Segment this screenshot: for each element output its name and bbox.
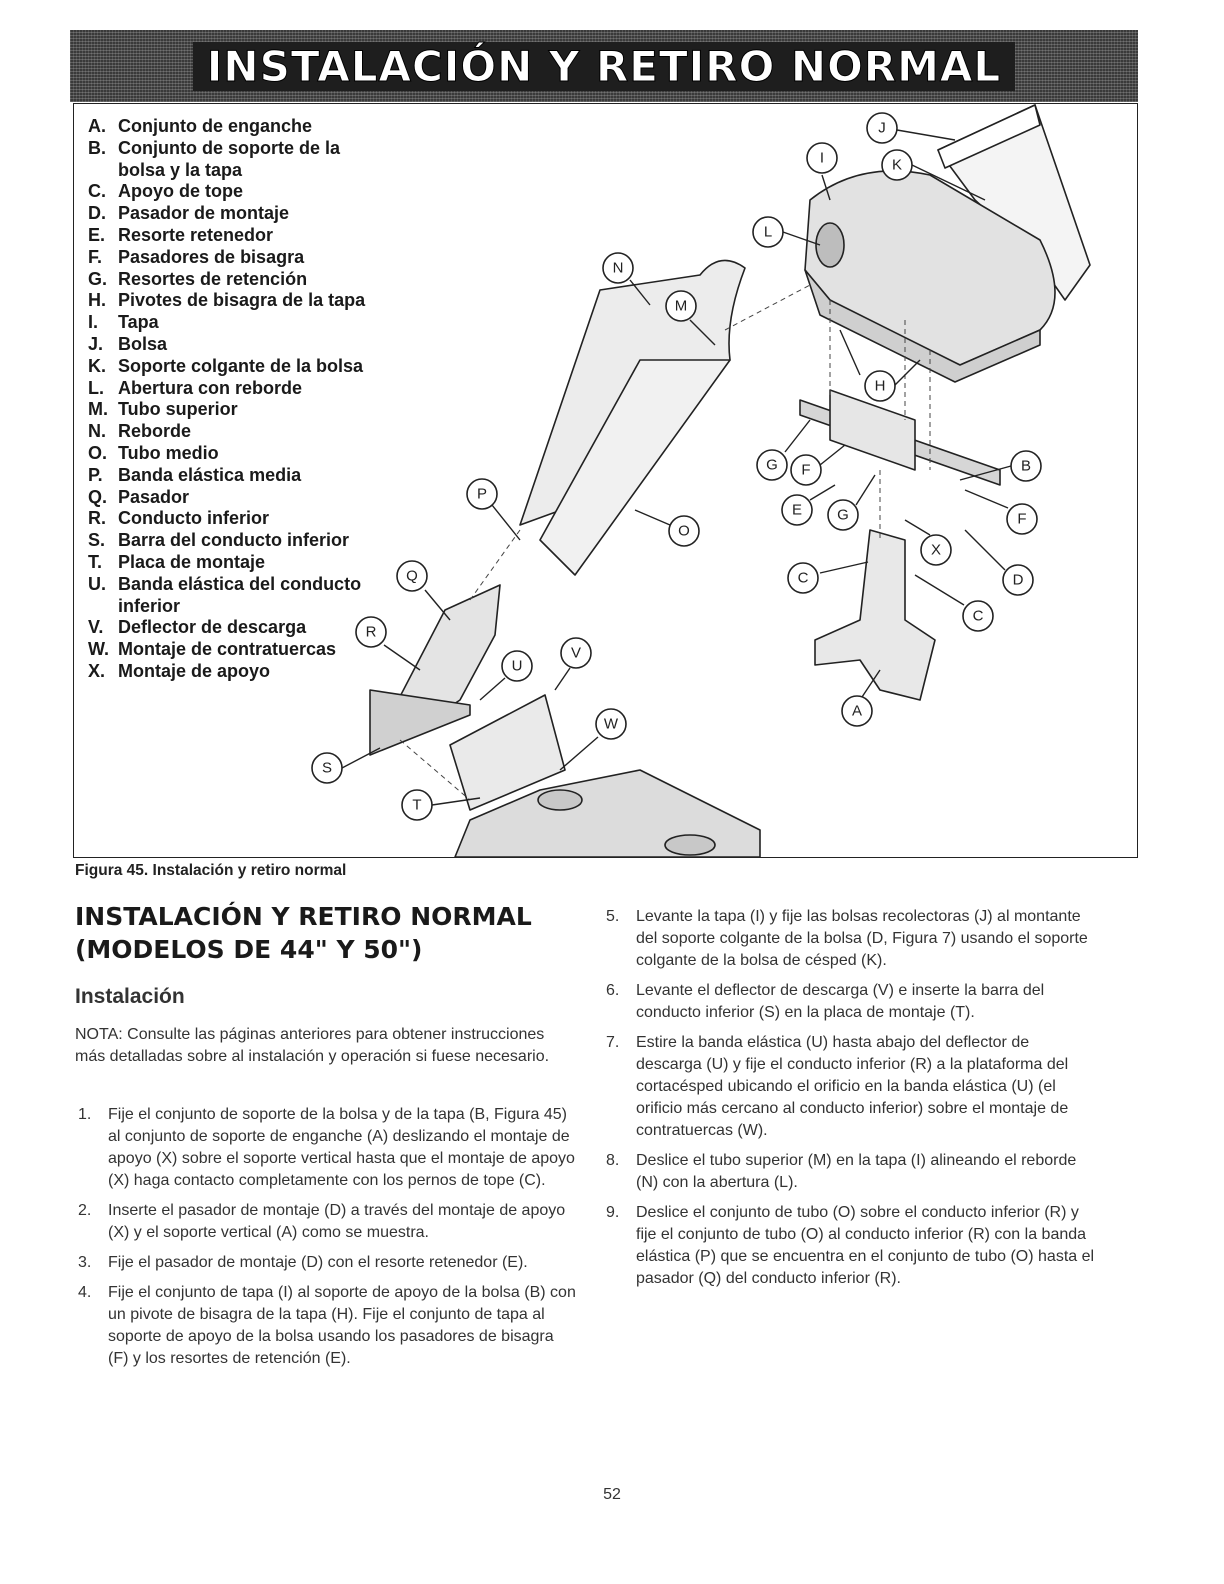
legend-text: Resorte retenedor — [118, 224, 274, 245]
legend-text: Resortes de retención — [118, 268, 308, 289]
callout-label: F — [801, 461, 811, 479]
callout-label: W — [603, 715, 619, 733]
callout-S — [312, 753, 342, 783]
legend-key: I. — [88, 312, 99, 333]
legend-key: U. — [88, 573, 106, 594]
legend-text: Pivotes de bisagra de la tapa — [118, 290, 366, 311]
section-title-line: (MODELOS DE 44" Y 50") — [75, 935, 423, 964]
leader-line-G2 — [856, 475, 875, 505]
callout-label: F — [1017, 510, 1027, 528]
leader-line-Q — [425, 590, 450, 620]
leader-line-H2 — [895, 360, 920, 385]
leader-line-F2 — [965, 490, 1008, 508]
legend-key: T. — [88, 551, 103, 572]
leader-line-R — [384, 645, 420, 670]
step-item — [78, 1200, 578, 1244]
step-item — [606, 1202, 1096, 1290]
legend-key: J. — [88, 333, 104, 354]
callout-H — [865, 371, 895, 401]
leader-line-X — [905, 520, 930, 535]
callout-label: G — [837, 506, 849, 524]
step-item — [78, 1282, 578, 1370]
callout-O — [669, 516, 699, 546]
legend-text: Barra del conducto inferior — [118, 530, 350, 551]
legend-key: G. — [88, 268, 108, 289]
callout-label: X — [930, 541, 942, 559]
hitch-assembly-drawing — [815, 530, 935, 700]
callout-label: T — [412, 796, 422, 814]
flanged-opening-drawing — [816, 223, 844, 267]
callout-C — [788, 563, 818, 593]
legend-key: O. — [88, 442, 108, 463]
legend-text: Placa de montaje — [118, 551, 266, 572]
leader-line-J — [897, 130, 955, 140]
callout-label: Q — [406, 567, 418, 585]
legend-text: Conjunto de soporte de la bolsa y la tapa — [118, 137, 341, 180]
step-item — [606, 980, 1096, 1024]
callout-label: R — [365, 623, 377, 641]
legend-key: V. — [88, 617, 104, 638]
callout-label: U — [511, 657, 523, 675]
callout-G2 — [828, 500, 858, 530]
step-text: Deslice el conjunto de tubo (O) sobre el conducto inferior (R) y fije el conjunto de tubo (O) al conducto inferior (R) con la banda elástica (P) que se encuentra en el conjunto de tubo (O) hasta el pasador (Q) del conducto inferior (R). — [636, 1204, 1095, 1287]
legend-key: L. — [88, 377, 104, 398]
callout-W — [596, 709, 626, 739]
legend-key: C. — [88, 181, 106, 202]
steps-list-left — [78, 1104, 578, 1378]
legend-text: Banda elástica media — [118, 464, 302, 485]
leader-line-U — [480, 678, 505, 700]
bagger-diagram — [74, 104, 1137, 857]
callout-label: S — [321, 759, 333, 777]
legend-text: Conjunto de enganche — [118, 116, 313, 136]
callout-label: C — [797, 569, 809, 587]
leader-line-G — [785, 420, 810, 452]
step-text: Deslice el tubo superior (M) en la tapa (I) alineando el reborde (N) con la abertura (L). — [636, 1152, 1077, 1191]
callout-I — [807, 143, 837, 173]
callout-E — [782, 495, 812, 525]
legend-key: M. — [88, 399, 108, 420]
callout-M — [666, 291, 696, 321]
legend-text: Reborde — [118, 421, 192, 442]
legend-text: Apoyo de tope — [118, 181, 243, 202]
step-number: 9. — [606, 1204, 620, 1221]
step-text: Inserte el pasador de montaje (D) a través del montaje de apoyo (X) y el soporte vertical (A) como se muestra. — [108, 1202, 566, 1241]
page-banner — [70, 30, 1138, 102]
step-number: 8. — [606, 1152, 620, 1169]
step-item — [606, 1032, 1096, 1142]
legend-key: A. — [88, 116, 106, 136]
legend-key: R. — [88, 508, 106, 529]
callout-label: A — [851, 702, 863, 720]
section-title — [75, 900, 575, 966]
callout-L — [753, 217, 783, 247]
step-text: Fije el pasador de montaje (D) con el resorte retenedor (E). — [108, 1254, 528, 1271]
leader-line-C — [820, 562, 868, 573]
callout-label: K — [891, 156, 903, 174]
callout-G — [757, 450, 787, 480]
legend-key: B. — [88, 137, 106, 158]
step-number: 2. — [78, 1202, 92, 1219]
legend-text: Tapa — [118, 312, 159, 333]
step-text: Fije el conjunto de soporte de la bolsa y de la tapa (B, Figura 45) al conjunto de soporte de enganche (A) deslizando el montaje de apoyo (X) sobre el soporte vertical hasta que el montaje de apoyo (X) haga contacto completamente con los pernos de tope (C). — [108, 1106, 575, 1189]
step-text: Levante la tapa (I) y fije las bolsas recolectoras (J) al montante del soporte colgante de la bolsa (D, Figura 7) usando el soporte colgante de la bolsa de césped (K). — [636, 908, 1088, 969]
callout-label: H — [874, 377, 886, 395]
legend-key: H. — [88, 290, 106, 311]
callout-label: C — [972, 607, 984, 625]
subheading-installation: Instalación — [75, 985, 185, 1008]
legend-key: F. — [88, 246, 103, 267]
callout-label: O — [678, 522, 690, 540]
callout-C2 — [963, 601, 993, 631]
step-item — [78, 1104, 578, 1192]
section-title-line: INSTALACIÓN Y RETIRO NORMAL — [75, 902, 532, 931]
step-number: 4. — [78, 1284, 92, 1301]
callout-label: V — [570, 644, 582, 662]
callout-label: D — [1012, 571, 1024, 589]
legend-text: Pasadores de bisagra — [118, 246, 305, 267]
step-number: 5. — [606, 908, 620, 925]
callout-Q — [397, 561, 427, 591]
legend-text: Pasador de montaje — [118, 203, 290, 224]
callout-X — [921, 535, 951, 565]
callout-T — [402, 790, 432, 820]
callout-label: B — [1020, 457, 1032, 475]
legend-text: Deflector de descarga — [118, 617, 307, 638]
callout-label: M — [674, 297, 688, 315]
legend-key: X. — [88, 660, 106, 681]
legend-text: Montaje de contratuercas — [118, 639, 337, 660]
legend-text: Bolsa — [118, 333, 168, 354]
callout-K — [882, 150, 912, 180]
legend-text: Tubo medio — [118, 442, 219, 463]
callout-label: P — [476, 485, 488, 503]
step-text: Estire la banda elástica (U) hasta abajo del deflector de descarga (U) y fije el conducto inferior (R) a la plataforma del cortacésped ubicando el orificio en la banda elástica (U) (el orificio más cercano al conducto inferior) sobre el montaje de contratuercas (W). — [636, 1034, 1069, 1139]
steps-list-right — [606, 906, 1096, 1298]
callout-F2 — [1007, 504, 1037, 534]
legend-key: P. — [88, 464, 103, 485]
callout-label: L — [763, 223, 773, 241]
step-number: 1. — [78, 1106, 92, 1123]
step-number: 7. — [606, 1034, 620, 1051]
leader-line-E — [810, 485, 835, 500]
leader-line-S — [342, 748, 380, 768]
legend-text: Pasador — [118, 486, 190, 507]
callout-label: G — [766, 456, 778, 474]
step-text: Fije el conjunto de tapa (I) al soporte de apoyo de la bolsa (B) con un pivote de bisagra de la tapa (H). Fije el conjunto de tapa al soporte de apoyo de la bolsa usando los pasadores de bisagra (F) y los resortes de retención (E). — [108, 1284, 576, 1367]
legend-key: D. — [88, 203, 106, 224]
legend-text: Banda elástica del conducto inferior — [118, 573, 362, 616]
callout-label: N — [612, 259, 624, 277]
callout-P — [467, 479, 497, 509]
step-item — [606, 1150, 1096, 1194]
leader-line-C2 — [915, 575, 964, 605]
callout-label: J — [878, 119, 886, 137]
leader-line-F — [820, 445, 845, 465]
leader-line-W — [560, 737, 598, 770]
callout-N — [603, 253, 633, 283]
legend-key: E. — [88, 224, 106, 245]
deck-pulley-drawing — [665, 835, 715, 855]
legend-key: N. — [88, 421, 106, 442]
callout-D — [1003, 565, 1033, 595]
legend-key: S. — [88, 530, 106, 551]
legend-text: Soporte colgante de la bolsa — [118, 355, 364, 376]
callout-A — [842, 696, 872, 726]
legend-key: K. — [88, 355, 106, 376]
callout-B — [1011, 451, 1041, 481]
leader-line-P — [492, 505, 520, 540]
callout-J — [867, 113, 897, 143]
figure-caption: Figura 45. Instalación y retiro normal — [75, 862, 347, 879]
callout-U — [502, 651, 532, 681]
legend-key: Q. — [88, 486, 108, 507]
callout-label: E — [791, 501, 803, 519]
callout-label: I — [819, 149, 825, 167]
legend-text: Conducto inferior — [118, 508, 269, 529]
leader-line-H — [840, 330, 860, 375]
step-number: 3. — [78, 1254, 92, 1271]
legend-text: Tubo superior — [118, 399, 238, 420]
step-number: 6. — [606, 982, 620, 999]
leader-line-V — [555, 668, 570, 690]
leader-line-O — [635, 510, 670, 525]
bracket-plate-drawing — [830, 390, 915, 470]
step-item — [78, 1252, 578, 1274]
legend-text: Montaje de apoyo — [118, 660, 271, 681]
callout-F — [791, 455, 821, 485]
deck-pulley-drawing — [538, 790, 582, 810]
leader-line-D — [965, 530, 1005, 570]
callout-V — [561, 638, 591, 668]
step-text: Levante el deflector de descarga (V) e inserte la barra del conducto inferior (S) en la placa de montaje (T). — [636, 982, 1045, 1021]
note-paragraph: NOTA: Consulte las páginas anteriores para obtener instrucciones más detalladas sobre al instalación y operación si fuese necesario. — [75, 1026, 550, 1065]
legend-key: W. — [88, 639, 109, 660]
step-item — [606, 906, 1096, 972]
callout-R — [356, 617, 386, 647]
banner-title: INSTALACIÓN Y RETIRO NORMAL — [193, 42, 1015, 91]
legend-text: Abertura con reborde — [118, 377, 303, 398]
page-number: 52 — [603, 1486, 621, 1503]
